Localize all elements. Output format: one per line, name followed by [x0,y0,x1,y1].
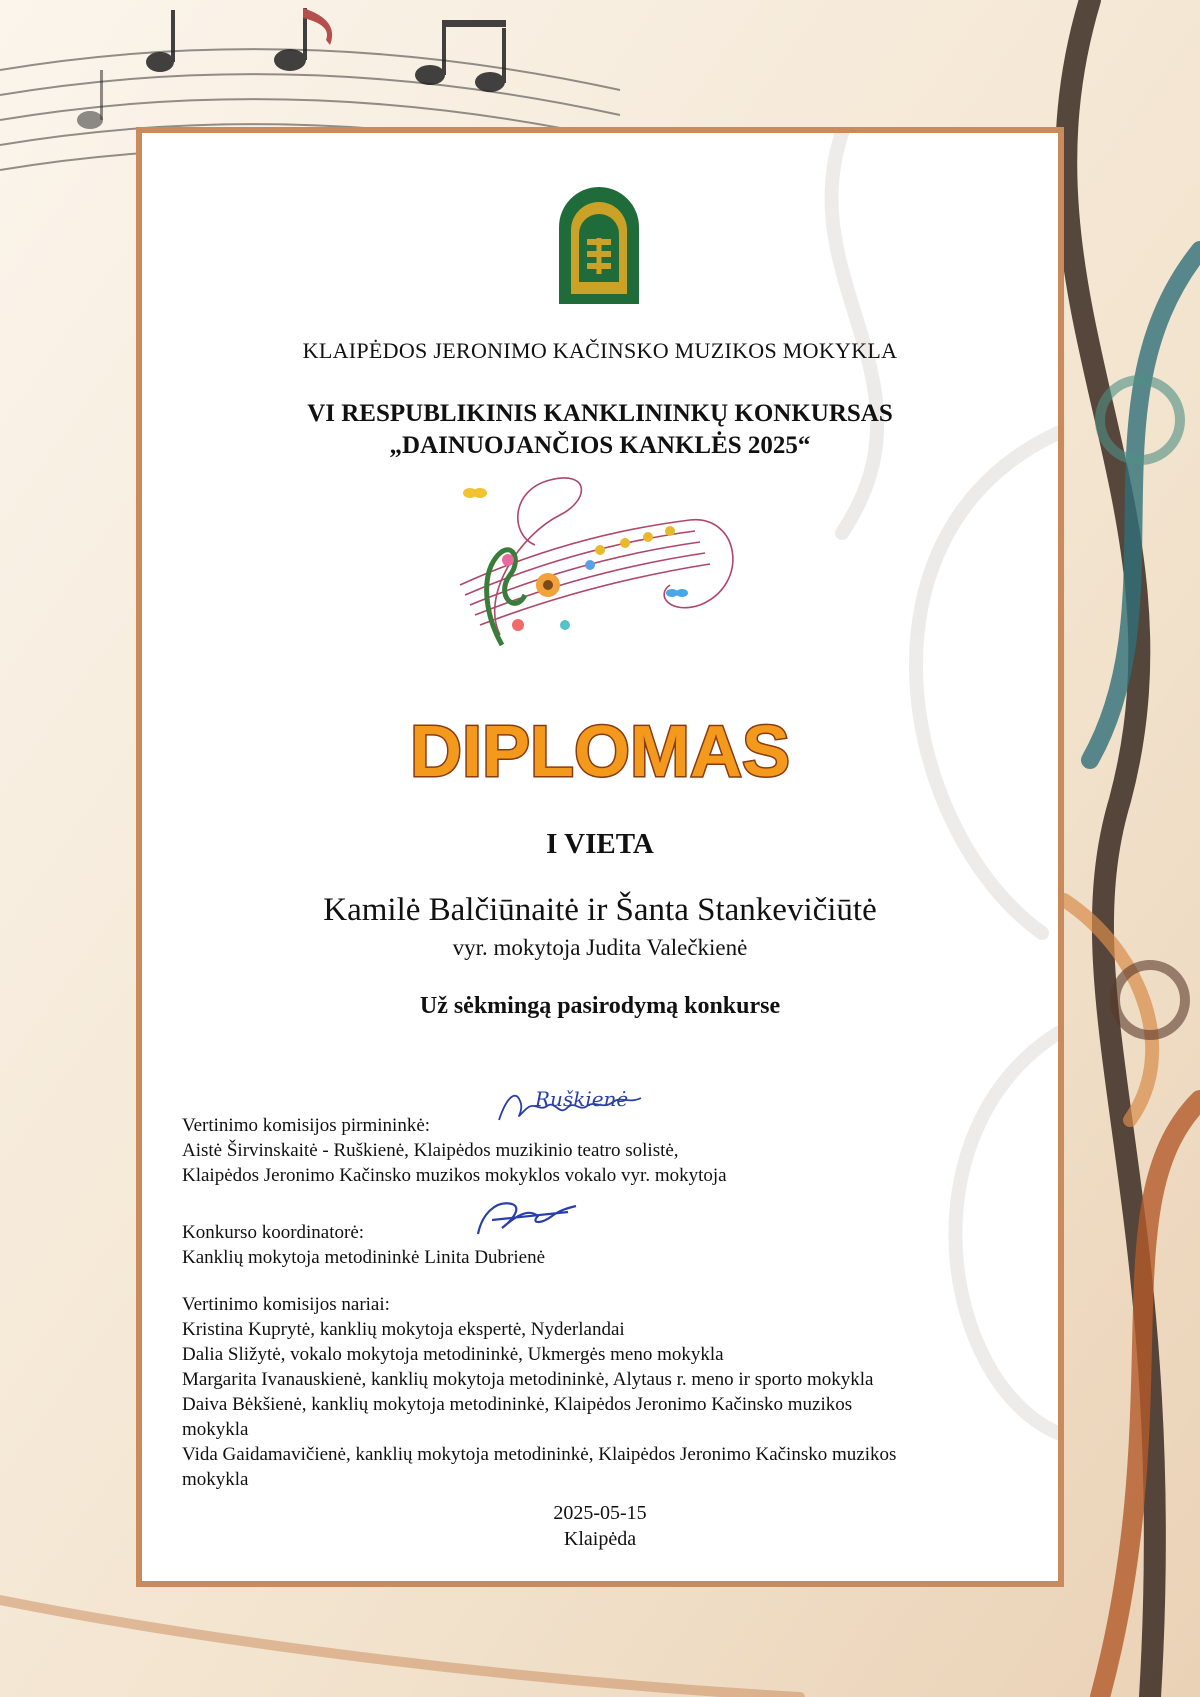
contest-line-2: „DAINUOJANČIOS KANKLĖS 2025“ [389,432,811,459]
jury-member-line: Daiva Bėkšienė, kanklių mokytoja metodininkė, Klaipėdos Jeronimo Kačinsko muzikos [182,1394,853,1415]
jury-chair-line-2: Klaipėdos Jeronimo Kačinsko muzikos mokyklos vokalo vyr. mokytoja [182,1165,727,1186]
jury-member-line: mokykla [182,1419,249,1440]
footer [136,1500,1064,1552]
issue-date: 2025-05-15 [553,1502,647,1524]
jury-members-label: Vertinimo komisijos nariai: [182,1294,390,1315]
coordinator-signature [472,1194,582,1239]
coordinator-label: Konkurso koordinatorė: [182,1222,365,1243]
jury-member-line: Vida Gaidamavičienė, kanklių mokytoja metodininkė, Klaipėdos Jeronimo Kačinsko muzikos [182,1444,897,1465]
jury-chair-label: Vertinimo komisijos pirmininkė: [182,1115,431,1136]
jury-members-section [182,1292,1042,1492]
issue-place: Klaipėda [563,1528,637,1550]
teacher-name: vyr. mokytoja Judita Valečkienė [452,935,748,960]
coordinator-section [182,1220,1042,1270]
diploma-title-text: DIPLOMAS [409,712,791,792]
contest-title [136,398,1064,462]
school-name: KLAIPĖDOS JERONIMO KAČINSKO MUZIKOS MOKYKLA [302,338,898,363]
contest-line-1: VI RESPUBLIKINIS KANKLININKŲ KONKURSAS [307,400,893,427]
chair-signature [495,1082,645,1127]
diploma-title [136,704,1064,794]
chair-signature-text: Ruškienė [535,1087,629,1111]
winner-names: Kamilė Balčiūnaitė ir Šanta Stankevičiūtė [323,892,877,928]
jury-member-line: Margarita Ivanauskienė, kanklių mokytoja metodininkė, Alytaus r. meno ir sporto mokykla [182,1369,874,1390]
award-reason: Už sėkmingą pasirodymą konkurse [419,993,781,1019]
jury-chair-line-1: Aistė Širvinskaitė - Ruškienė, Klaipėdos muzikinio teatro solistė, [182,1140,679,1161]
treble-clef-staff-illustration [440,475,750,655]
coordinator-name: Kanklių mokytoja metodininkė Linita Dubrienė [182,1247,546,1268]
school-logo [539,172,659,307]
award-place: I VIETA [546,828,654,860]
jury-member-line: mokykla [182,1469,249,1490]
jury-member-line: Kristina Kuprytė, kanklių mokytoja ekspertė, Nyderlandai [182,1319,625,1340]
jury-member-line: Dalia Sližytė, vokalo mokytoja metodininkė, Ukmergės meno mokykla [182,1344,724,1365]
